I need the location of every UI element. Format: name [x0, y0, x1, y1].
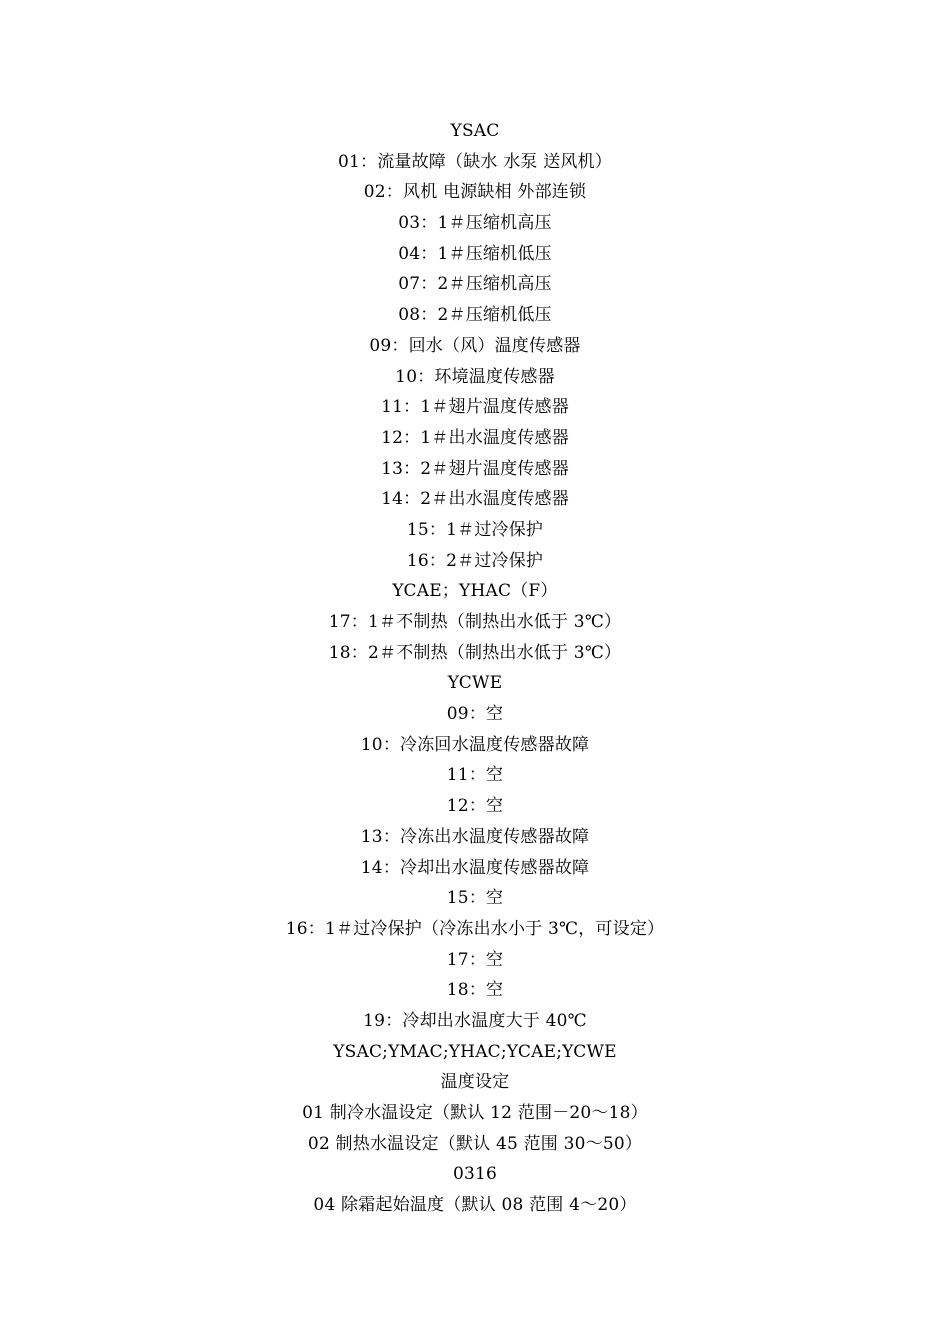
code-line-14: 14：2＃出水温度传感器	[381, 489, 569, 510]
ycwe-line-11: 11：空	[446, 765, 504, 786]
code-line-04: 04：1＃压缩机低压	[398, 243, 552, 264]
setting-line-03: 0316	[452, 1164, 498, 1185]
heading-models: YSAC;YMAC;YHAC;YCAE;YCWE	[333, 1041, 617, 1062]
ycwe-line-15: 15：空	[446, 888, 504, 909]
code-line-01: 01：流量故障（缺水 水泵 送风机）	[337, 151, 613, 172]
heading-ycwe: YCWE	[447, 673, 503, 694]
heading-ysac: YSAC	[450, 121, 500, 141]
code-line-08: 08：2＃压缩机低压	[398, 305, 552, 326]
code-line-07: 07：2＃压缩机高压	[398, 274, 552, 295]
code-line-12: 12：1＃出水温度传感器	[381, 427, 569, 448]
ycwe-line-17: 17：空	[446, 949, 504, 970]
code-line-13: 13：2＃翅片温度传感器	[381, 458, 569, 479]
document-page	[0, 116, 950, 1221]
code-line-11: 11：1＃翅片温度传感器	[381, 397, 569, 418]
ycwe-line-19: 19：冷却出水温度大于 40℃	[363, 1010, 587, 1031]
code-line-16: 16：2＃过冷保护	[406, 550, 544, 571]
code-line-03: 03：1＃压缩机高压	[398, 213, 552, 234]
code-line-09: 09：回水（风）温度传感器	[369, 335, 581, 356]
ycwe-line-14: 14：冷却出水温度传感器故障	[360, 857, 590, 878]
code-line-17: 17：1＃不制热（制热出水低于 3℃）	[328, 612, 622, 632]
code-line-10: 10：环境温度传感器	[395, 366, 555, 387]
setting-line-01: 01 制冷水温设定（默认 12 范围－20～18）	[302, 1103, 648, 1123]
ycwe-line-10: 10：冷冻回水温度传感器故障	[360, 734, 590, 755]
setting-line-02: 02 制热水温设定（默认 45 范围 30～50）	[307, 1133, 643, 1154]
setting-line-04: 04 除霜起始温度（默认 08 范围 4～20）	[313, 1195, 637, 1216]
ycwe-line-12: 12：空	[446, 796, 504, 817]
ycwe-line-18: 18：空	[446, 980, 504, 1001]
ycwe-line-13: 13：冷冻出水温度传感器故障	[360, 826, 590, 847]
ycwe-line-09: 09：空	[446, 704, 504, 725]
ycwe-line-16: 16：1＃过冷保护（冷冻出水小于 3℃，可设定）	[285, 918, 665, 939]
code-line-18: 18：2＃不制热（制热出水低于 3℃）	[328, 642, 622, 663]
heading-temperature-settings: 温度设定	[440, 1072, 510, 1093]
code-line-15: 15：1＃过冷保护	[406, 519, 544, 540]
code-line-02: 02：风机 电源缺相 外部连锁	[363, 182, 587, 203]
heading-ycae-yhac: YCAE；YHAC（F）	[392, 581, 558, 602]
